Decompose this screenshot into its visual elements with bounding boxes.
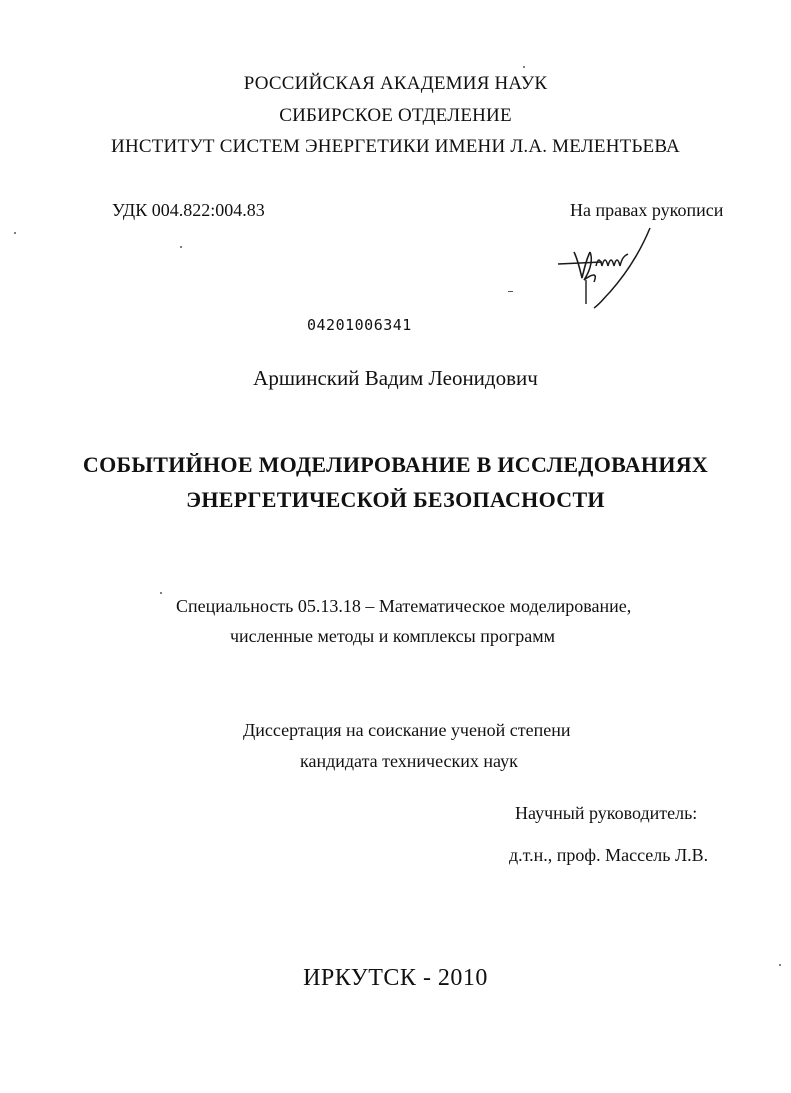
scan-speck [14,232,16,234]
author-name: Аршинский Вадим Леонидович [253,366,538,390]
header-academy: РОССИЙСКАЯ АКАДЕМИЯ НАУК [243,73,548,94]
scan-speck [508,291,513,292]
supervisor-label: Научный руководитель: [515,803,698,823]
udk-code: УДК 004.822:004.83 [112,200,265,220]
supervisor-name: д.т.н., проф. Массель Л.В. [509,845,709,865]
header-branch: СИБИРСКОЕ ОТДЕЛЕНИЕ [279,105,512,126]
author-signature [550,222,660,312]
scan-speck [160,592,162,594]
scan-speck [523,66,525,68]
city-year: ИРКУТСК - 2010 [303,965,488,991]
inventory-number: 04201006341 [307,316,412,334]
rights-note: На правах рукописи [570,200,724,220]
title-line-1: СОБЫТИЙНОЕ МОДЕЛИРОВАНИЕ В ИССЛЕДОВАНИЯХ [82,452,709,477]
scan-speck [779,964,781,966]
header-institute: ИНСТИТУТ СИСТЕМ ЭНЕРГЕТИКИ ИМЕНИ Л.А. МЕЛЕНТЬЕВА [111,136,680,157]
scan-speck [180,246,182,248]
title-line-2: ЭНЕРГЕТИЧЕСКОЙ БЕЗОПАСНОСТИ [186,487,605,512]
degree-line-2: кандидата технических наук [300,751,518,771]
specialty-line-2: численные методы и комплексы программ [230,626,556,646]
degree-line-1: Диссертация на соискание ученой степени [243,720,571,740]
specialty-line-1: Специальность 05.13.18 – Математическое моделирование, [176,596,632,616]
